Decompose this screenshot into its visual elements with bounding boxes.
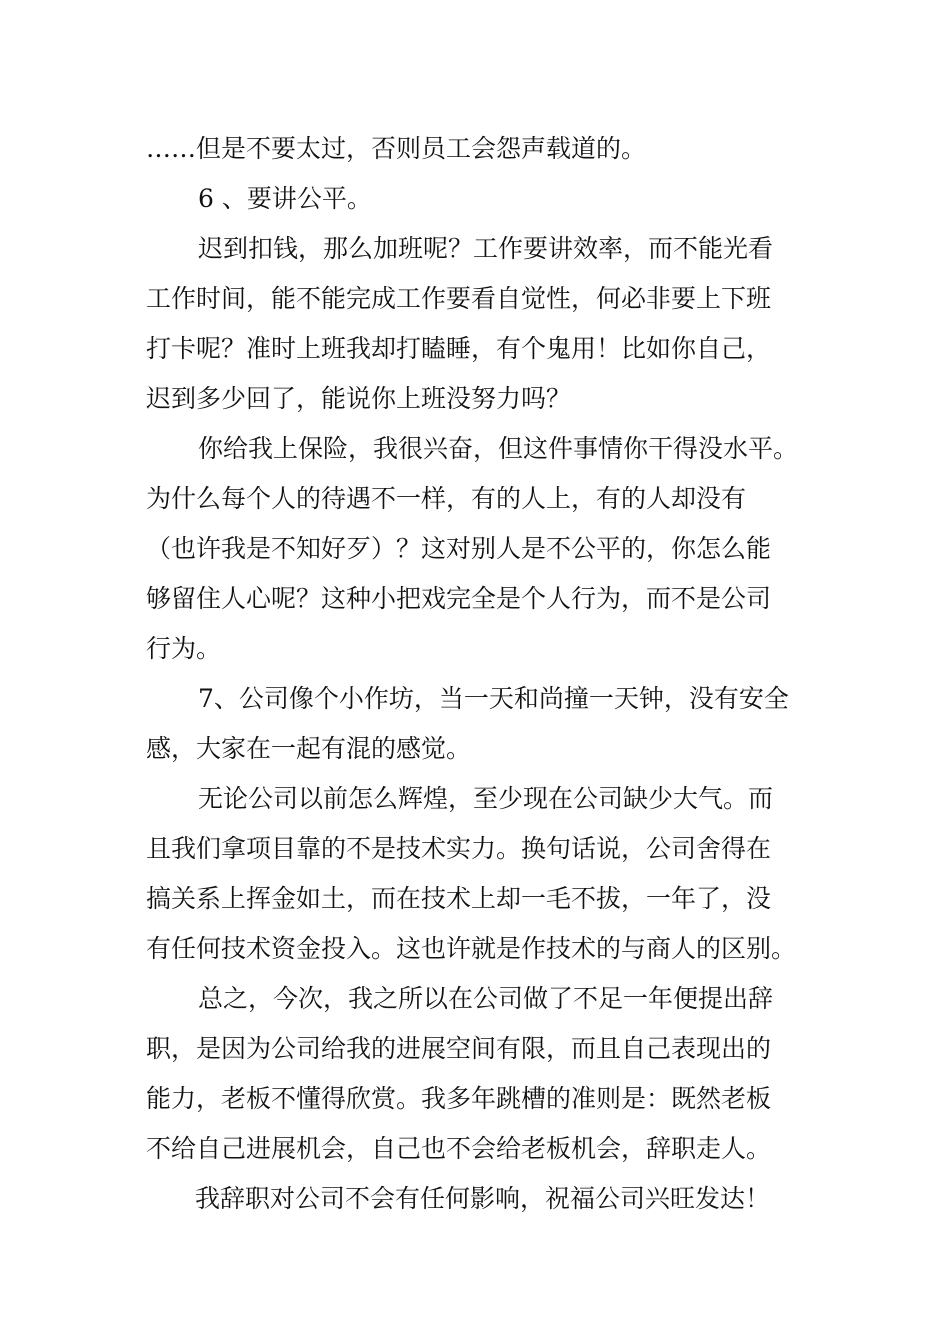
text-line: 为什么每个人的待遇不一样，有的人上，有的人却没有 [146,484,747,513]
text-line: 迟到多少回了，能说你上班没努力吗？ [146,384,572,413]
text-line: （也许我是不知好歹）？这对别人是不公平的，你怎么能 [146,534,772,563]
text-line: 我辞职对公司不会有任何影响，祝福公司兴旺发达！ [195,1184,771,1213]
text-line: 够留住人心呢？这种小把戏完全是个人行为，而不是公司 [146,584,772,613]
text-line: ……但是不要太过，否则员工会怨声载道的。 [146,134,647,163]
text-line: 搞关系上挥金如土，而在技术上却一毛不拔，一年了，没 [146,884,772,913]
text-line: 总之，今次，我之所以在公司做了不足一年便提出辞 [198,984,774,1013]
text-line: 不给自己进展机会，自己也不会给老板机会，辞职走人。 [146,1134,772,1163]
text-line: 且我们拿项目靠的不是技术实力。换句话说，公司舍得在 [146,834,772,863]
section-heading: 6 、要讲公平。 [198,184,372,213]
text-line: 你给我上保险，我很兴奋，但这件事情你干得没水平。 [198,434,799,463]
section-heading: 7、公司像个小作坊，当一天和尚撞一天钟，没有安全 [198,684,789,713]
text-line: 迟到扣钱，那么加班呢？工作要讲效率，而不能光看 [198,234,774,263]
text-line: 感，大家在一起有混的感觉。 [146,734,472,763]
text-line: 职，是因为公司给我的进展空间有限，而且自己表现出的 [146,1034,772,1063]
text-line: 有任何技术资金投入。这也许就是作技术的与商人的区别。 [146,934,797,963]
text-line: 行为。 [146,634,222,663]
text-line: 能力，老板不懂得欣赏。我多年跳槽的准则是：既然老板 [146,1084,772,1113]
text-line: 无论公司以前怎么辉煌，至少现在公司缺少大气。而 [198,784,774,813]
text-line: 工作时间，能不能完成工作要看自觉性，何必非要上下班 [146,284,772,313]
text-line: 打卡呢？准时上班我却打瞌睡，有个鬼用！比如你自己， [146,334,772,363]
